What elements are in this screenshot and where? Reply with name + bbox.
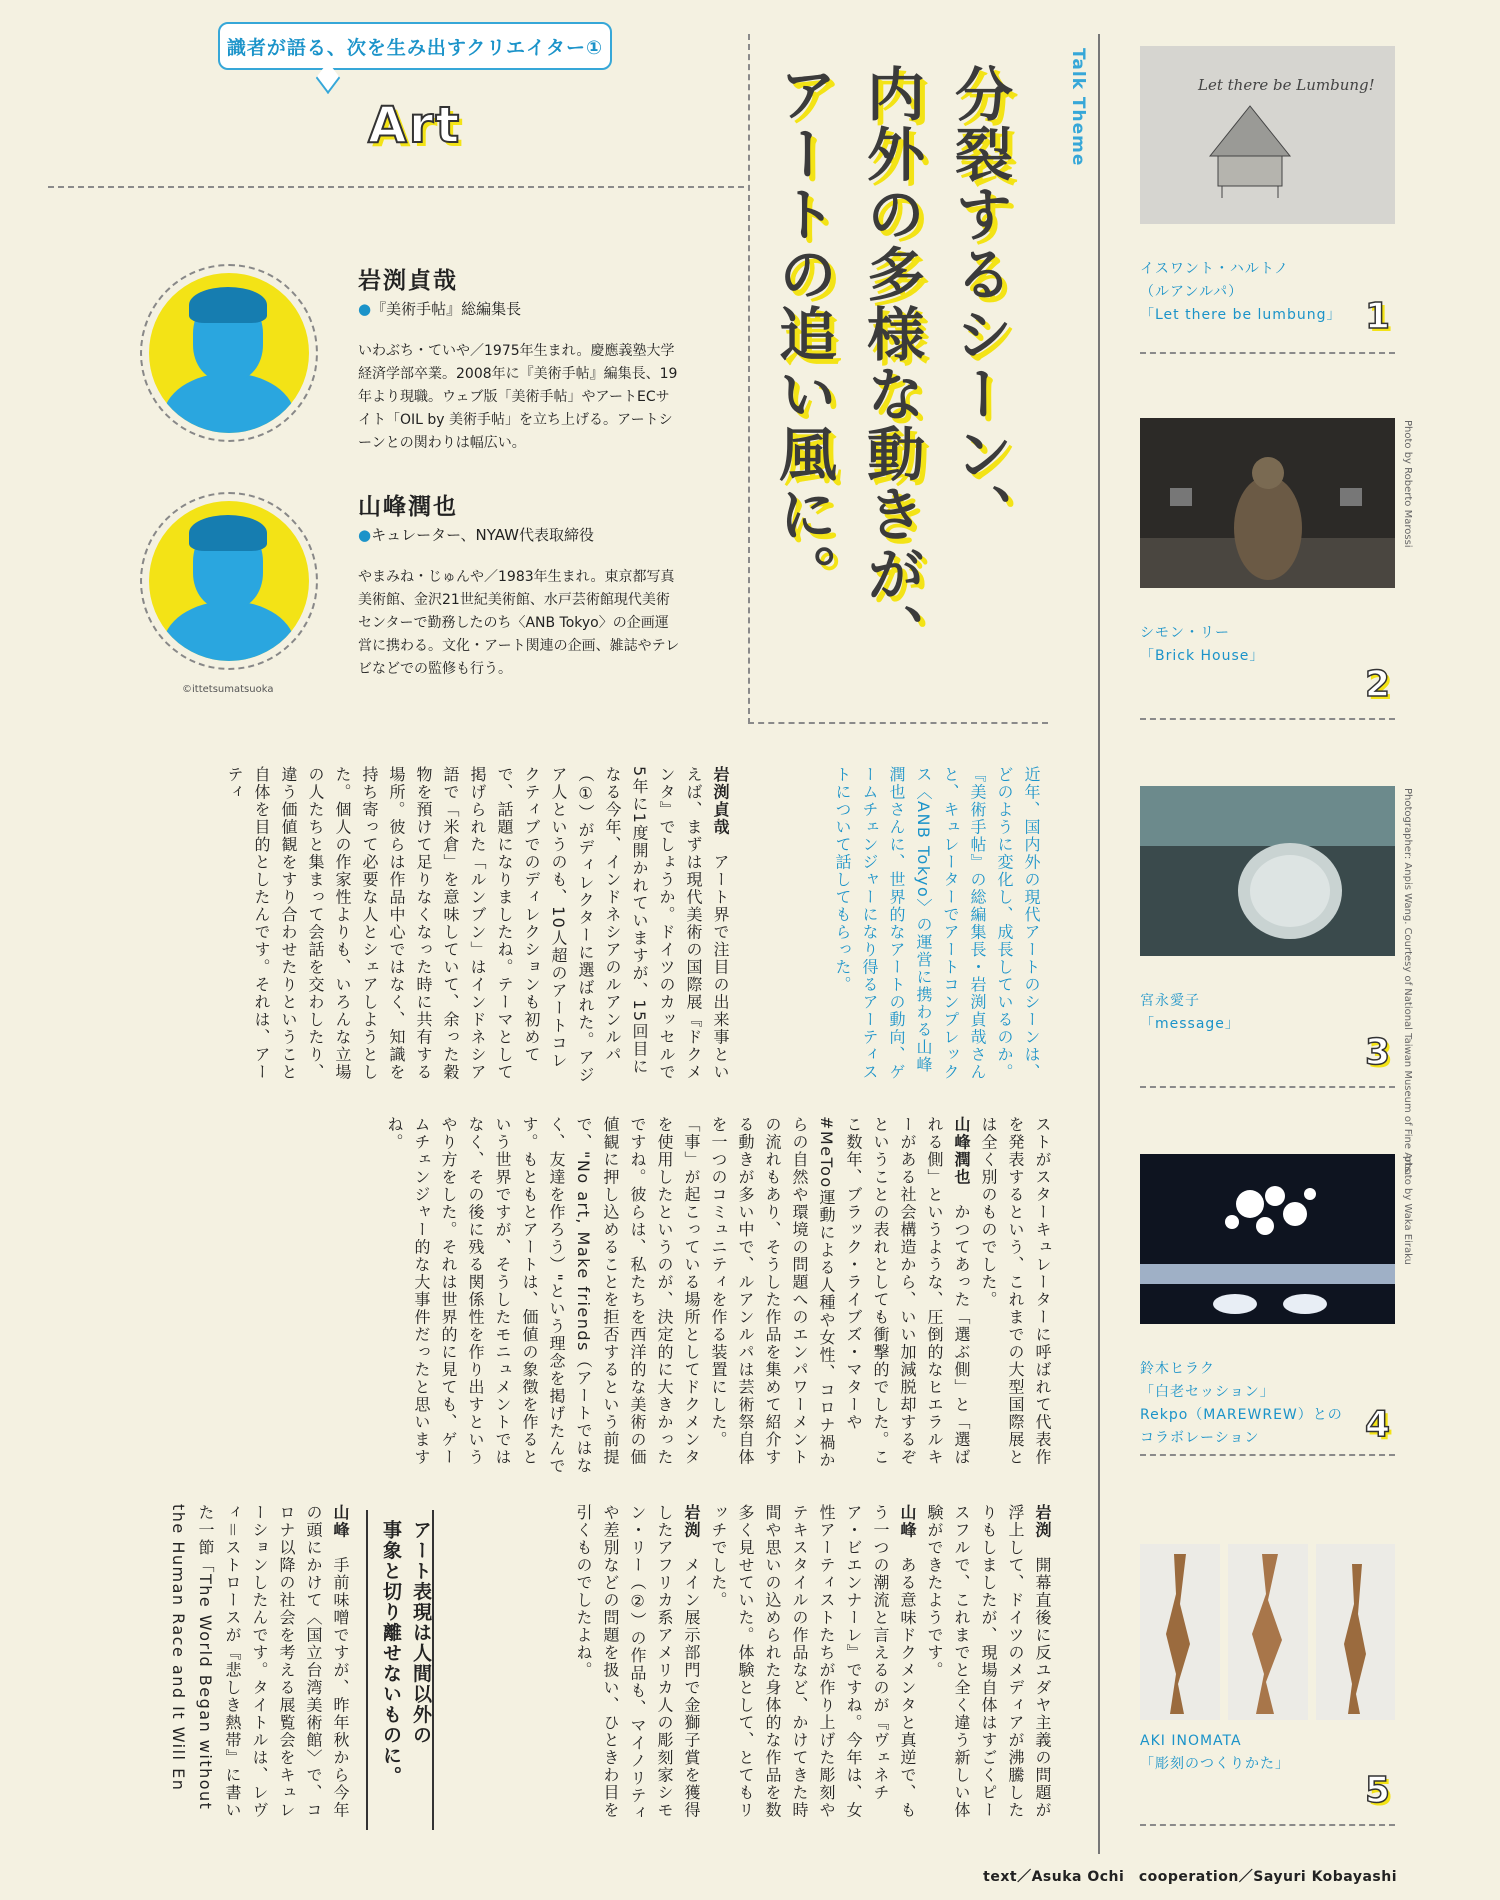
gallery-image-5 [1140,1544,1395,1720]
gallery-sketch-text: Let there be Lumbung! [1198,76,1375,94]
person-bio: やまみね・じゅんや／1983年生まれ。東京都写真美術館、金沢21世紀美術館、水戸芸術館現代美術センターで勤務したのち〈ANB Tokyo〉の企画運営に携わる。文化・アート関連の企画、雑誌やテレビなどでの監修も行う。 [358,569,680,677]
gallery-caption-3: 宮永愛子 「message」 [1140,993,1240,1032]
section-heading: アート表現は人間以外の 事象と切り離せないものに。 [380,1520,432,1787]
speech-text: ストがスターキュレーターに呼ばれて代表作を発表するという、これまでの大型国際展とは全く別のものでした。 [979,1116,1052,1466]
avatar [149,273,309,433]
portrait-yamamine [140,492,318,670]
gallery-image-3 [1140,786,1395,956]
gallery-caption-4: 鈴木ヒラク 「白老セッション」 Rekpo（MAREWREW）との コラボレーション [1140,1361,1343,1446]
divider-top-left [48,186,744,188]
portrait-credit: ©ittetsumatsuoka [182,684,274,695]
article-lower-left [134,766,734,1086]
article-lower-left-2 [134,1504,354,1834]
series-badge [218,22,612,70]
portrait-iwabuchi [140,264,318,442]
article-intro: 近年、国内外の現代アートのシーンは、どのように変化し、成長しているのか。『美術手帖』の総編集長・岩渕貞哉さんと、キュレーターでアートコンプレックス〈ANB Tokyo〉の運営に携わる山峰潤也さんに、世界的なアートの動向、ゲームチェンジャーになり得るアーティストについて話してもらった。 [833,766,1041,1081]
person-bio: いわぶち・ていや／1975年生まれ。慶應義塾大学経済学部卒業。2008年に『美術手帖』編集長、19年より現職。ウェブ版「美術手帖」やアートECサイト「OIL by 美術手帖」を立ち上げる。アートシーンとの関わりは幅広い。 [358,343,678,451]
photo-credit-4: photo by Waka Eiraku [1402,1156,1413,1265]
speech-text: ある意味ドクメンタと真逆で、もう一つの潮流と言えるのが『ヴェネチア・ビエンナーレ』ですね。今年は、女性アーティストたちが作り上げた彫刻やテキスタイルの作品など、かけてきた時間や思いの込められた身体的な作品を数多く見せていた。体験として、とてもリッチでした。 [709,1504,917,1819]
speech-text: 開幕直後に反ユダヤ主義の問題が浮上して、ドイツのメディアが沸騰したりもしましたが、現場自体はすごくピースフルで、これまでと全く違う新しい体験ができたようです。 [925,1504,1052,1819]
gallery-divider [1140,1454,1395,1456]
gallery-caption-1: イスワント・ハルトノ （ルアンルパ） 「Let there be lumbung」 [1140,261,1342,323]
heading-rule [366,1510,368,1830]
avatar [149,501,309,661]
gallery-divider [1140,352,1395,354]
speech-text: メイン展示部門で金獅子賞を獲得したアフリカ系アメリカ人の彫刻家シモン・リー（②）の作品も、マイノリティや差別などの問題を扱い、ひときわ目を引くものでしたよね。 [574,1504,701,1822]
gallery-divider [1140,718,1395,720]
speech-text: アート界で注目の出来事といえば、まずは現代美術の国際展『ドクメンタ』でしょうか。ドイツのカッセルで5年に1度開かれていますが、15回目になる今年、インドネシアのルアンルパ（①）がディレクターに選ばれた。アジア人というのも、10人超のアートコレクティブでのディレクションも初めてで、話題になりましたね。テーマとして掲げられた「ルンブン」はインドネシア語で「米倉」を意味していて、余った穀物を預けて足りなくなった時に共有する場所。彼らは作品中心ではなく、知識を持ち寄って必要な人とシェアしようとした。個人の作家性よりも、いろんな立場の人たちと集まって会話を交わしたり、違う価値観をすり合わせたりということ自体を目的としたんです。それは、アーティ [225,766,730,1084]
article-lower-right [574,1504,1056,1834]
title-line-1: 分裂するシーン、 [945,64,1013,544]
speech-text: 手前味噌ですが、昨年秋から今年の頭にかけて〈国立台湾美術館〉で、コロナ以降の社会を考える展覧会をキュレーションしたんです。タイトルは、レヴィ＝ストロースが『悲しき熱帯』に書いた一節「The World Began without the Human Race and It Will En [169,1504,350,1820]
person-name: 山峰潤也 [358,494,458,520]
gallery-number-1: 1 [1364,296,1390,337]
title-line-2: 内外の多様な動きが、 [857,64,925,664]
gallery-divider [1140,1824,1395,1826]
gallery-image-2 [1140,418,1395,588]
article-middle [134,1116,1056,1476]
person-role: ●『美術手帖』総編集長 [358,300,522,318]
person-name: 岩渕貞哉 [358,268,458,294]
gallery-number-2: 2 [1364,664,1390,705]
photo-credit-2: Photo by Roberto Marossi [1402,420,1413,548]
genre-label: Art [368,96,462,154]
speech-text: かつてあった「選ぶ側」と「選ばれる側」というような、圧倒的なヒエラルキーがある社会構造から、いい加減脱却するぞということの表れとしても衝撃的でした。ここ数年、ブラック・ライブズ・マターや#MeToo運動による人種や女性、コロナ禍からの自然や環境の問題へのエンパワーメントの流れもあり、そうした作品を集めて紹介する動きが多い中で、ルアンルパは芸術祭自体を一つのコミュニティを作る装置にした。「事」が起こっている場所としてドクメンタを使用したというのが、決定的に大きかったですね。彼らは、私たちを西洋的な美術の価値観に押し込めることを拒否するという前提で、"No art, Make friends（アートではなく、友達を作ろう）"という理念を掲げたんです。もともとアートは、価値の象徴を作るという世界ですが、そうしたモニュメントではなく、その後に残る関係性を作り出すというやり方をした。それは世界的に見ても、ゲームチェンジャー的な大事件だったと思いますね。 [385,1116,971,1475]
gallery-caption-2: シモン・リー 「Brick House」 [1140,625,1265,664]
divider-gallery [1098,34,1100,1854]
footer-credit: text／Asuka Ochi cooperation／Sayuri Kobayashi [983,1869,1397,1885]
talk-theme-label: Talk Theme [1068,48,1088,167]
photo-credit-3: Photographer: Anpis Wang. Courtesy of National Taiwan Museum of Fine Arts. [1402,788,1413,1176]
speaker-label: 岩渕 [682,1504,701,1539]
speaker-label: 山峰 [898,1504,917,1539]
series-label: 識者が語る、次を生み出すクリエイター① [226,36,604,59]
title-line-3: アートの追い風に。 [769,64,837,604]
speaker-label: 岩渕 [1033,1504,1052,1539]
speaker-label: 山峰潤也 [952,1116,971,1186]
gallery-divider [1140,1086,1395,1088]
divider-title-bottom [748,722,1048,724]
speaker-label: 山峰 [331,1504,350,1539]
speaker-label: 岩渕貞哉 [711,766,730,836]
gallery-number-4: 4 [1364,1404,1390,1445]
gallery-caption-5: AKI INOMATA 「彫刻のつくりかた」 [1140,1733,1290,1772]
person-role: ●キュレーター、NYAW代表取締役 [358,526,594,544]
divider-vertical-title [748,34,750,724]
gallery-number-3: 3 [1364,1032,1390,1073]
gallery-number-5: 5 [1364,1770,1390,1811]
gallery-image-4 [1140,1154,1395,1324]
gallery-image-1 [1140,46,1395,224]
